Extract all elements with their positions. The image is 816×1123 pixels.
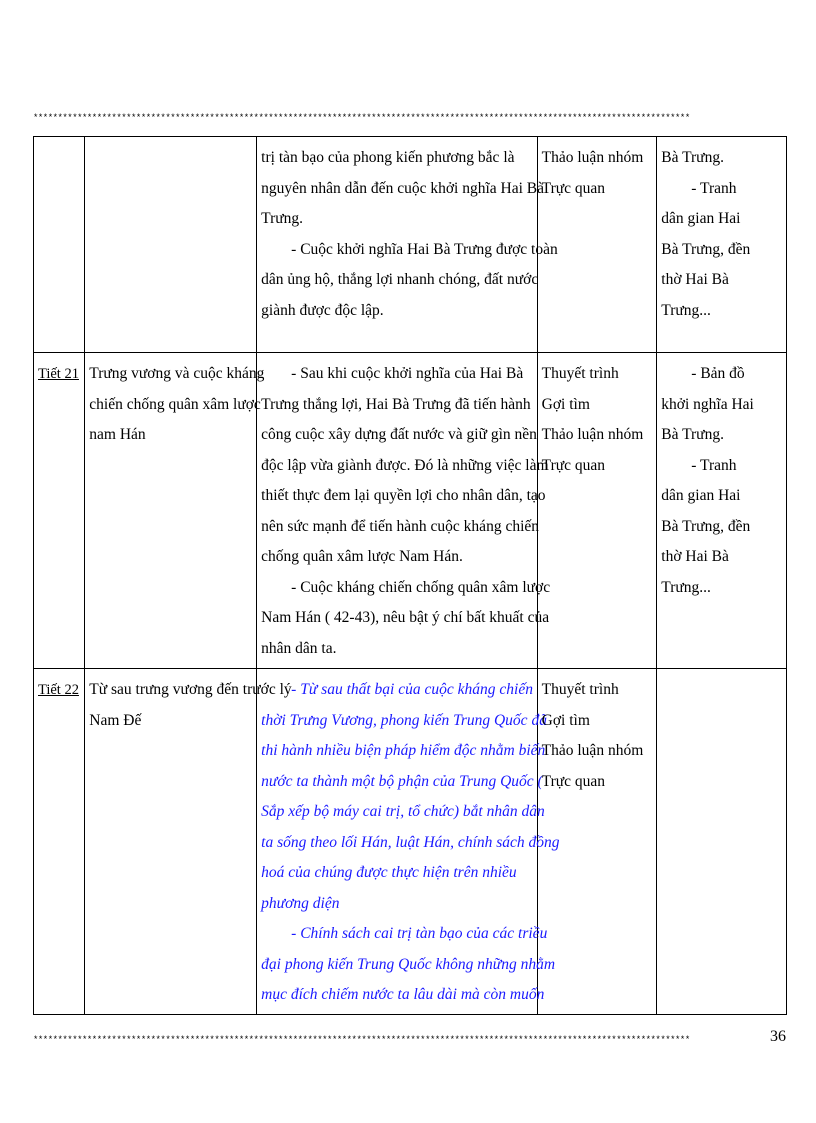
lesson-period: Tiết 21 <box>38 366 79 382</box>
content-line: nhân dân ta. <box>261 639 337 657</box>
content-line: ta sống theo lối Hán, luật Hán, chính sách đồng <box>261 833 560 851</box>
content-line: thời Trưng Vương, phong kiến Trung Quốc đã <box>261 711 547 729</box>
content-line: Trưng thắng lợi, Hai Bà Trưng đã tiến hành <box>261 395 531 413</box>
lesson-title-line: Trưng vương và cuộc kháng <box>89 365 265 382</box>
lesson-content-cell <box>257 137 558 353</box>
table-row <box>34 353 787 669</box>
content-line: Sắp xếp bộ máy cai trị, tổ chức) bắt nhân dân <box>261 803 545 820</box>
lesson-title-line: nam Hán <box>89 426 146 443</box>
lesson-content-cell <box>257 353 551 669</box>
teaching-method: Trực quan <box>541 179 606 197</box>
content-line: hoá của chúng được thực hiện trên nhiều <box>261 864 517 881</box>
content-line: - Chính sách cai trị tàn bạo của các triều <box>291 925 548 942</box>
teaching-aid-line: - Bản đồ <box>691 365 745 382</box>
table-row <box>34 669 787 1015</box>
content-line: - Cuộc khởi nghĩa Hai Bà Trưng được toàn <box>291 240 558 258</box>
content-line: mục đích chiếm nước ta lâu dài mà còn muốn <box>261 986 545 1003</box>
lesson-plan-table <box>33 136 787 1015</box>
content-line: thi hành nhiều biện pháp hiểm độc nhằm biến <box>261 742 546 759</box>
lesson-title-cell <box>85 669 292 1015</box>
teaching-aids-cell <box>657 669 787 1015</box>
teaching-method: Thảo luận nhóm <box>541 426 644 443</box>
content-line: nước ta thành một bộ phận của Trung Quốc ( <box>261 772 543 790</box>
lesson-title-line: chiến chống quân xâm lược <box>89 395 261 413</box>
lesson-period-cell <box>34 669 85 1015</box>
teaching-aid-line: dân gian Hai <box>661 210 741 227</box>
teaching-aid-line: - Tranh <box>691 179 737 197</box>
teaching-aid-line: thờ Hai Bà <box>661 271 729 288</box>
table-row <box>34 137 787 353</box>
teaching-method: Thuyết trình <box>541 365 619 382</box>
top-star-divider: ************************************************************************************************************************************** <box>33 113 690 123</box>
teaching-method: Thảo luận nhóm <box>541 742 644 759</box>
teaching-method: Thảo luận nhóm <box>541 149 644 166</box>
teaching-aid-line: Trưng... <box>661 301 711 319</box>
teaching-aid-line: khởi nghĩa Hai <box>661 395 754 413</box>
content-line: đại phong kiến Trung Quốc không những nhằm <box>261 955 556 973</box>
lesson-title-line: Nam Đế <box>89 711 142 729</box>
teaching-aids-cell <box>657 137 787 353</box>
content-line: công cuộc xây dựng đất nước và giữ gìn nền <box>261 426 537 443</box>
teaching-method: Trực quan <box>541 456 606 474</box>
content-line: giành được độc lập. <box>261 301 384 319</box>
page-number: 36 <box>770 1028 786 1045</box>
content-line: Nam Hán ( 42-43), nêu bật ý chí bất khuất của <box>261 609 550 626</box>
teaching-aid-line: dân gian Hai <box>661 487 741 504</box>
content-line: phương diện <box>261 894 340 912</box>
lesson-content-cell <box>257 669 560 1015</box>
teaching-aid-line: Bà Trưng, đền <box>661 240 751 258</box>
lesson-title-line: Từ sau trưng vương đến trước lý <box>89 681 292 698</box>
lesson-period-cell <box>34 353 85 669</box>
content-line: độc lập vừa giành được. Đó là những việc làm <box>261 456 549 474</box>
content-line: nguyên nhân dẫn đến cuộc khởi nghĩa Hai Bà <box>261 179 544 197</box>
teaching-method: Gợi tìm <box>541 711 590 729</box>
teaching-aid-line: - Tranh <box>691 456 737 474</box>
teaching-aid-line: Bà Trưng. <box>661 426 724 443</box>
teaching-method: Gợi tìm <box>541 395 590 413</box>
content-line: - Cuộc kháng chiến chống quân xâm lược <box>291 578 551 596</box>
teaching-aid-line: thờ Hai Bà <box>661 548 729 565</box>
teaching-aids-cell <box>657 353 787 669</box>
content-line: Trưng. <box>261 210 304 227</box>
content-line: thiết thực đem lại quyền lợi cho nhân dân, tạo <box>261 487 546 504</box>
teaching-method: Thuyết trình <box>541 681 619 698</box>
teaching-method: Trực quan <box>541 772 606 790</box>
bottom-star-divider: ************************************************************************************************************************************** <box>33 1035 690 1045</box>
content-line: chống quân xâm lược Nam Hán. <box>261 548 463 565</box>
teaching-aid-line: Bà Trưng, đền <box>661 517 751 535</box>
lesson-title-cell <box>85 353 265 669</box>
teaching-aid-line: Trưng... <box>661 578 711 596</box>
content-line: - Sau khi cuộc khởi nghĩa của Hai Bà <box>291 365 524 382</box>
content-line: nên sức mạnh để tiến hành cuộc kháng chiến <box>261 517 540 535</box>
teaching-method-cell <box>537 353 657 669</box>
lesson-title-cell <box>85 137 257 353</box>
content-line: dân ủng hộ, thắng lợi nhanh chóng, đất nước <box>261 271 539 288</box>
lesson-period: Tiết 22 <box>38 682 79 698</box>
teaching-aid-line: Bà Trưng. <box>661 149 724 166</box>
lesson-period-cell <box>34 137 85 353</box>
content-line: - Từ sau thất bại của cuộc kháng chiến <box>291 681 533 698</box>
content-line: trị tàn bạo của phong kiến phương bắc là <box>261 149 515 166</box>
